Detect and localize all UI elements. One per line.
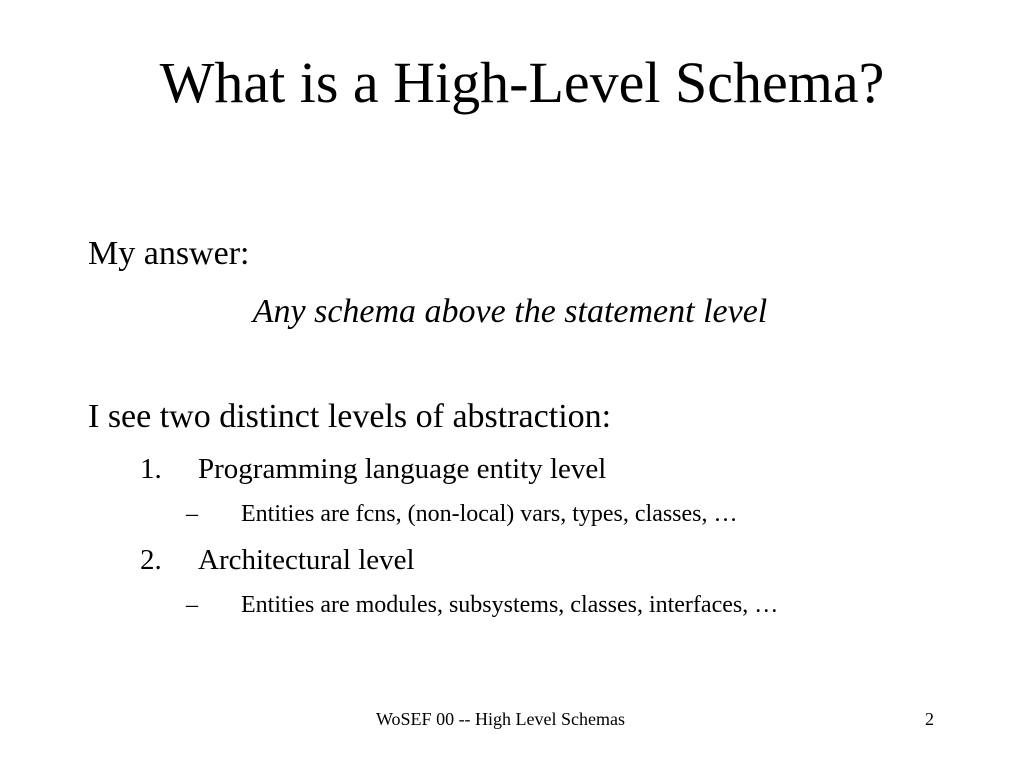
intro-text: My answer:: [88, 235, 250, 272]
list-item-number: 2.: [140, 544, 162, 576]
sub-item-dash: –: [186, 501, 198, 527]
slide-footer: WoSEF 00 -- High Level Schemas: [376, 709, 626, 729]
answer-text: Any schema above the statement level: [252, 293, 768, 330]
list-item-number: 1.: [140, 453, 162, 485]
sub-item-text: Entities are fcns, (non-local) vars, types, classes, …: [241, 501, 738, 527]
sub-item-dash: –: [186, 592, 198, 618]
slide-title: What is a High-Level Schema?: [159, 50, 885, 115]
list-item-text: Programming language entity level: [198, 453, 607, 485]
levels-intro-text: I see two distinct levels of abstraction:: [88, 398, 612, 435]
sub-item-text: Entities are modules, subsystems, classes, interfaces, …: [241, 592, 779, 618]
list-item-text: Architectural level: [198, 544, 415, 576]
page-number: 2: [925, 709, 934, 729]
